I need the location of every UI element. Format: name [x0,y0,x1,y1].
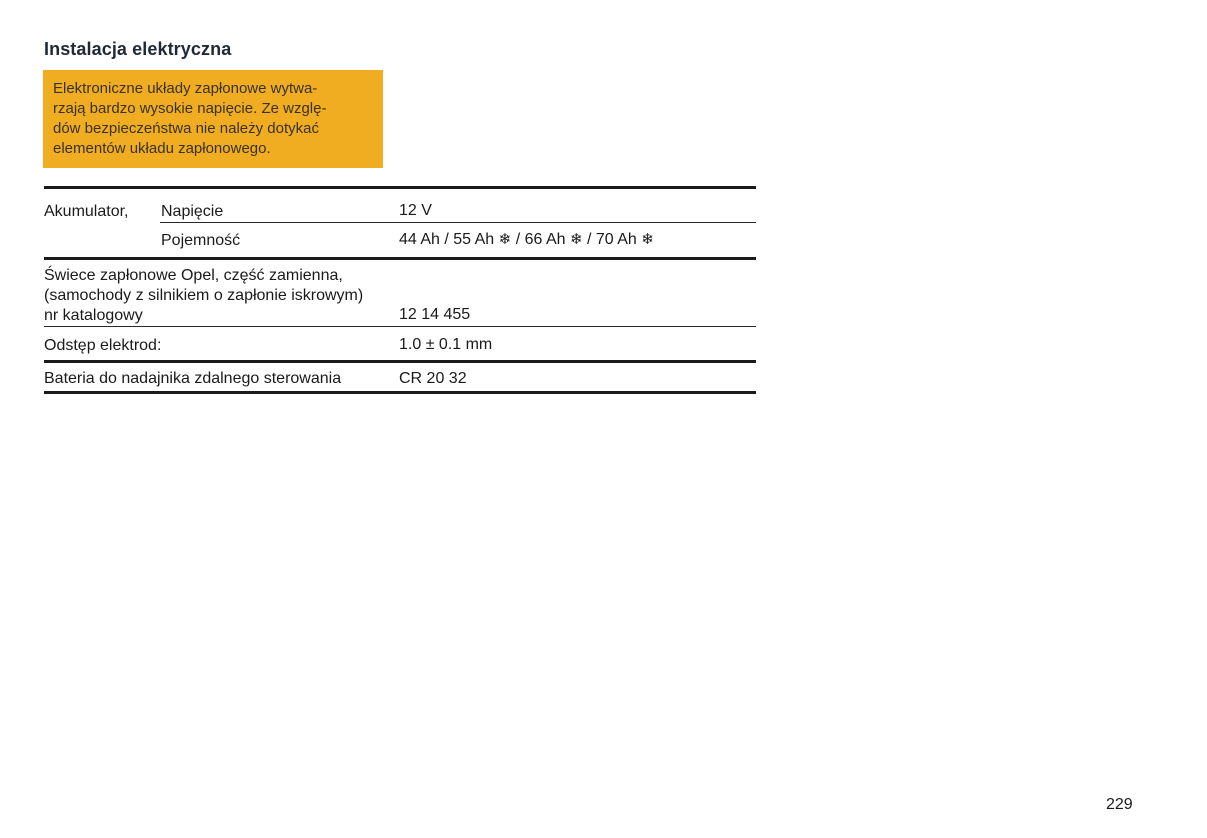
page-number: 229 [1106,796,1133,813]
section-rule [44,257,756,260]
spark-plugs-line: nr katalogowy [44,307,143,324]
spark-plugs-label [44,266,363,326]
warning-line: dów bezpieczeństwa nie należy dotykać [53,120,319,137]
capacity-part: / 66 Ah [515,231,566,248]
warning-line: Elektroniczne układy zapłonowe wytwa- [53,80,318,97]
table-top-rule [44,186,756,189]
page-title: Instalacja elektryczna [44,39,232,59]
capacity-part: 44 Ah / 55 Ah [399,231,495,248]
capacity-part: / 70 Ah [587,231,637,248]
remote-battery-label: Bateria do nadajnika zdalnego sterowania [44,370,342,387]
electrode-gap-label: Odstęp elektrod: [44,337,162,354]
capacity-value [399,230,654,250]
table-bottom-rule [44,391,756,394]
spark-plugs-line: (samochody z silnikiem o zapłonie iskrowym) [44,287,364,304]
voltage-value: 12 V [399,202,432,219]
row-divider [160,222,756,223]
voltage-label: Napięcie [161,203,224,220]
capacity-label: Pojemność [161,232,241,249]
section-rule [44,360,756,363]
snowflake-icon: ❄ [641,231,654,248]
battery-label: Akumulator, [44,203,129,220]
row-divider [44,326,756,327]
remote-battery-value: CR 20 32 [399,370,467,387]
warning-line: rzają bardzo wysokie napięcie. Ze wzglę- [53,100,327,117]
electrode-gap-value: 1.0 ± 0.1 mm [399,336,493,353]
warning-box [43,70,383,168]
snowflake-icon: ❄ [569,231,583,248]
spark-plugs-value: 12 14 455 [399,306,471,323]
spark-plugs-line: Świece zapłonowe Opel, część zamienna, [44,267,343,284]
warning-line: elementów układu zapłonowego. [53,140,271,157]
snowflake-icon: ❄ [498,231,512,248]
